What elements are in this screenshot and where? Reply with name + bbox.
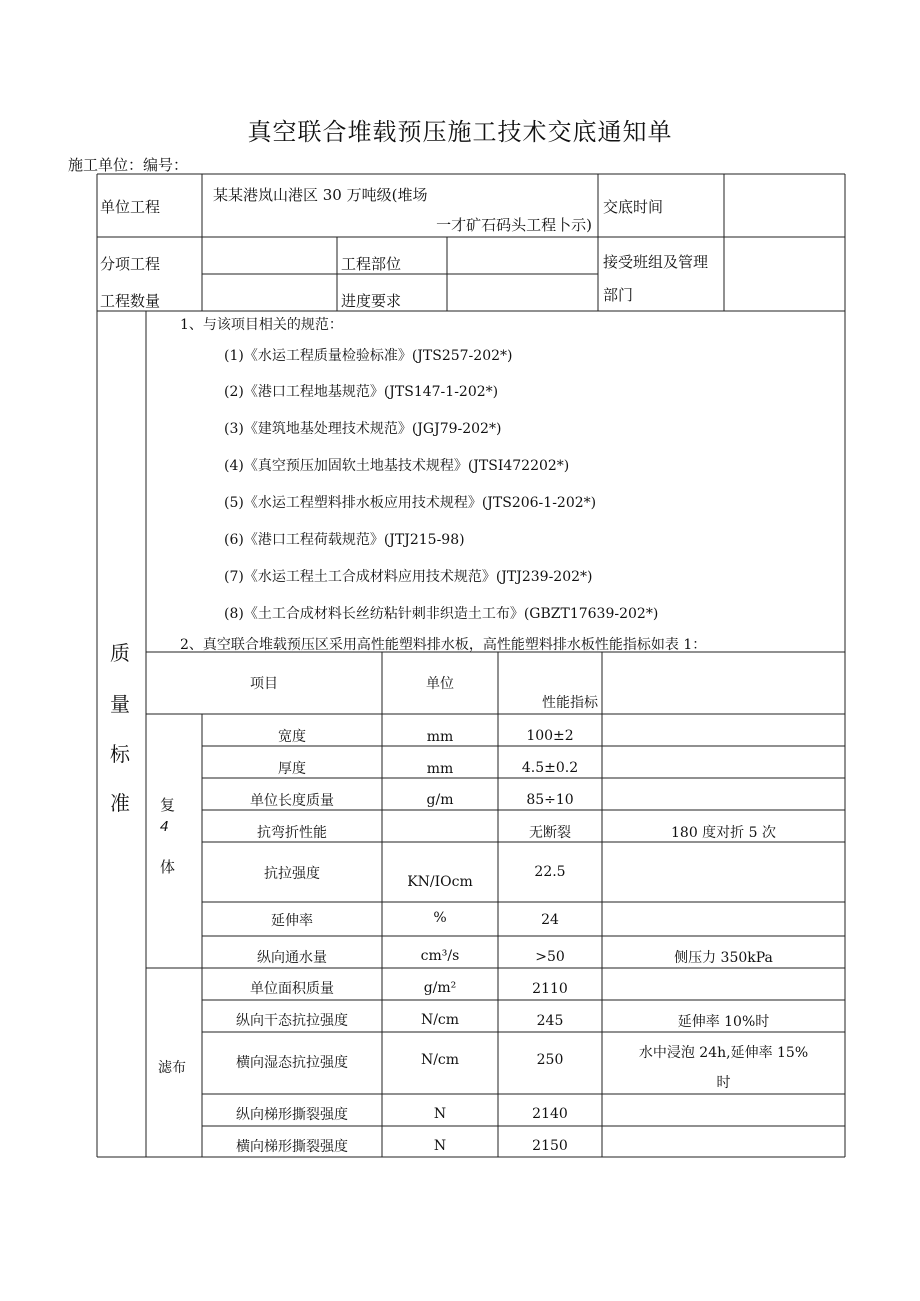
row-value: 2150	[532, 1138, 568, 1154]
row-name: 宽度	[278, 729, 306, 745]
group2-label: 滤布	[158, 1060, 186, 1076]
work-location-label: 工程部位	[341, 255, 402, 273]
progress-label: 进度要求	[341, 292, 402, 310]
spec-item: (6)《港口工程荷载规范》(JTJ215-98)	[224, 532, 465, 548]
header-line: 施工单位：编号：	[68, 156, 189, 174]
receiver-label-line1: 接受班组及管理	[603, 253, 709, 271]
handover-time-label: 交底时间	[603, 198, 664, 216]
spec-item: (3)《建筑地基处理技术规范》(JGJ79-202*)	[224, 421, 502, 437]
quantity-label: 工程数量	[100, 292, 161, 310]
row-name: 延伸率	[271, 913, 313, 929]
spec-item: (7)《水运工程土工合成材料应用技术规范》(JTJ239-202*)	[224, 569, 593, 585]
row-name: 抗弯折性能	[257, 825, 327, 841]
item2-title: 2、真空联合堆载预压区采用高性能塑料排水板，高性能塑料排水板性能指标如表 1：	[180, 637, 707, 653]
row-value: 85÷10	[526, 792, 574, 808]
row-value: >50	[535, 949, 565, 965]
row-unit: cm³/s	[420, 948, 460, 964]
row-value: 250	[536, 1052, 564, 1068]
quality-label-char: 准	[110, 791, 130, 815]
spec-item: (4)《真空预压加固软土地基技术规程》(JTSI472202*)	[224, 458, 570, 474]
page-title: 真空联合堆载预压施工技术交底通知单	[247, 118, 673, 146]
quality-label-char: 标	[110, 742, 130, 766]
row-value: 无断裂	[529, 825, 571, 841]
spec-item: (5)《水运工程塑料排水板应用技术规程》(JTS206-1-202*)	[224, 495, 597, 511]
row-unit: mm	[426, 729, 454, 745]
row-name: 纵向梯形撕裂强度	[236, 1107, 348, 1123]
quality-label-char: 质	[110, 641, 130, 665]
sub-project-label: 分项工程	[100, 255, 161, 273]
row-unit: N	[433, 1138, 447, 1154]
row-value: 4.5±0.2	[521, 760, 579, 776]
row-name: 厚度	[278, 761, 306, 777]
row-unit: N	[433, 1106, 447, 1122]
row-name: 单位面积质量	[250, 981, 334, 997]
row-name: 横向梯形撕裂强度	[236, 1139, 348, 1155]
row-note: 水中浸泡 24h,延伸率 15%	[638, 1045, 809, 1061]
row-name: 横向湿态抗拉强度	[236, 1055, 348, 1071]
header-index: 性能指标	[542, 695, 598, 711]
group1-label: 复	[160, 796, 176, 814]
row-value: 24	[541, 912, 559, 928]
header-unit: 单位	[426, 676, 454, 692]
group1-label: 4	[160, 818, 169, 835]
unit-project-label: 单位工程	[100, 198, 161, 216]
row-value: 100±2	[526, 728, 574, 744]
unit-project-value-line2: 一才矿石码头工程卜示)	[436, 216, 592, 234]
spec-item: (2)《港口工程地基规范》(JTS147-1-202*)	[224, 384, 499, 400]
unit-project-value-line1: 某某港岚山港区 30 万吨级(堆场	[213, 186, 428, 204]
row-note: 180 度对折 5 次	[671, 825, 776, 841]
row-unit: mm	[426, 761, 454, 777]
row-value: 22.5	[534, 864, 566, 880]
group1-label: 体	[160, 858, 176, 876]
row-unit: N/cm	[420, 1012, 460, 1028]
row-value: 2140	[532, 1106, 568, 1122]
row-unit: N/cm	[420, 1052, 460, 1068]
row-unit: g/m²	[423, 980, 457, 996]
spec-item: (1)《水运工程质量检验标准》(JTS257-202*)	[224, 348, 513, 364]
receiver-label-line2: 部门	[603, 286, 634, 304]
row-note: 延伸率 10%时	[677, 1014, 770, 1030]
row-note: 时	[716, 1075, 731, 1091]
row-name: 纵向通水量	[257, 950, 327, 966]
header-item: 项目	[250, 676, 278, 692]
row-unit: %	[433, 910, 447, 926]
row-value: 2110	[532, 981, 568, 997]
row-note: 侧压力 350kPa	[674, 950, 773, 966]
row-name: 单位长度质量	[250, 793, 334, 809]
row-unit: KN/IOcm	[407, 874, 473, 890]
row-value: 245	[536, 1013, 564, 1029]
row-unit: g/m	[426, 792, 454, 808]
row-name: 抗拉强度	[264, 866, 320, 882]
quality-label-char: 量	[110, 692, 130, 716]
spec-item: (8)《土工合成材料长丝纺粘针刺非织造土工布》(GBZT17639-202*)	[224, 606, 659, 622]
row-name: 纵向干态抗拉强度	[236, 1013, 348, 1029]
item1-title: 1、与该项目相关的规范：	[180, 317, 343, 333]
